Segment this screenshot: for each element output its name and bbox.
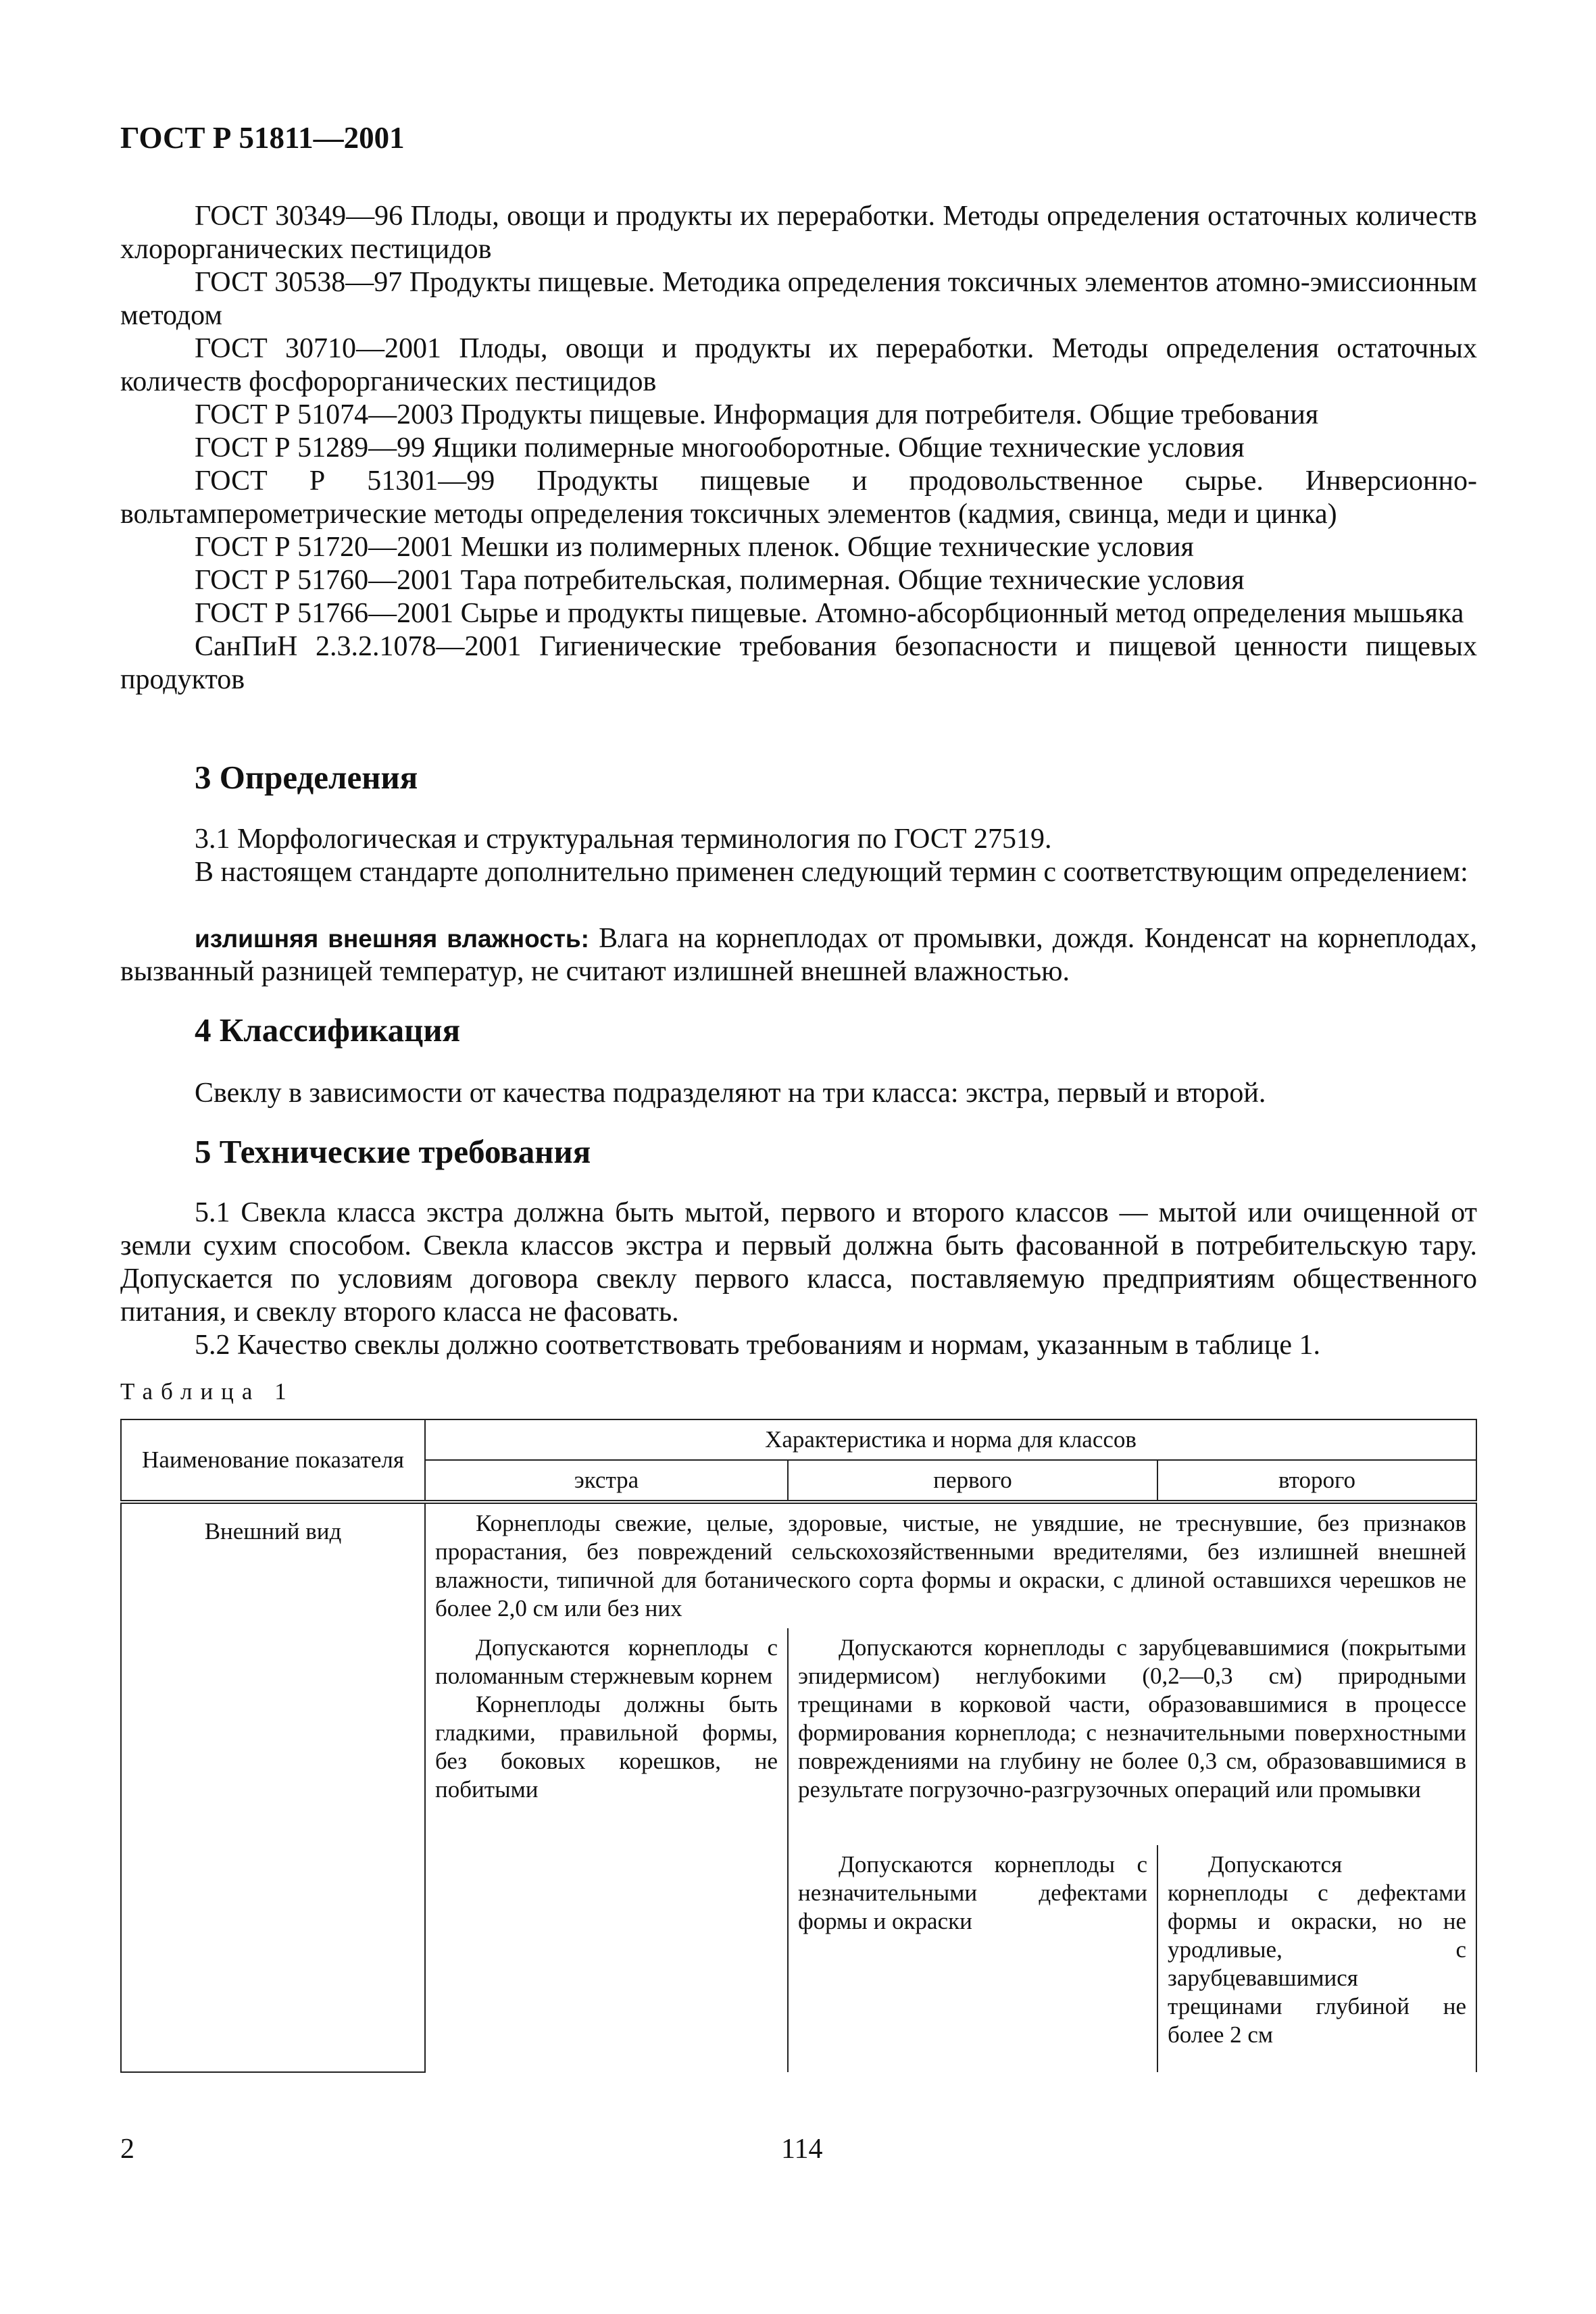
section-5-title: 5 Технические требования <box>195 1133 591 1170</box>
term-text: Влага на корнеплодах от промывки, дождя. Конденсат на корнеплодах, вызванный разницей температур, не считают излишней внешней влажностью. <box>120 923 1477 987</box>
cell-first: Допускаются корнеплоды с незначительными дефектами формы и окраски <box>788 1845 1157 2072</box>
table-header-row <box>121 1419 1476 1460</box>
section-3-paragraph-1: 3.1 Морфологическая и структуральная терминология по ГОСТ 27519. <box>195 824 1052 855</box>
header-classes-group: Характеристика и норма для классов <box>425 1419 1476 1460</box>
table-1 <box>120 1419 1477 2073</box>
reference-item: ГОСТ 30710—2001 Плоды, овощи и продукты их переработки. Методы определения остаточных количеств фосфорорганических пестицидов <box>120 333 1477 397</box>
reference-item: СанПиН 2.3.2.1078—2001 Гигиенические требования безопасности и пищевой ценности пищевых продуктов <box>120 631 1477 695</box>
row-name-appearance: Внешний вид <box>121 1502 425 2072</box>
table-caption: Таблица 1 <box>120 1378 295 1405</box>
cell-second: Допускаются корнеплоды с дефектами формы и окраски, но не уродливые, с зарубцевавшимися трещинами глубиной не более 2 см <box>1157 1845 1476 2072</box>
section-5-paragraph-1: 5.1 Свекла класса экстра должна быть мытой, первого и второго классов — мытой или очищенной от земли сухим способом. Свекла классов экстра и первый должна быть фасованной в потребительскую тару. Допускается по условиям договора свеклу первого класса, поставляемую предприятиям общественного питания, и свеклу второго класса не фасовать. <box>120 1197 1477 1328</box>
header-second: второго <box>1157 1460 1476 1502</box>
reference-item: ГОСТ Р 51289—99 Ящики полимерные многооборотные. Общие технические условия <box>195 432 1245 463</box>
table-row <box>121 1502 1476 1628</box>
section-3-paragraph-2: В настоящем стандарте дополнительно применен следующий термин с соответствующим определением: <box>195 857 1468 888</box>
cell-all-classes: Корнеплоды свежие, целые, здоровые, чистые, не увядшие, не треснувшие, без признаков прорастания, без повреждений сельскохозяйственными вредителями, без излишней внешней влажности, типичной для ботанического сорта формы и окраски, с длиной оставшихся черешков не более 2,0 см или без них <box>425 1502 1476 1628</box>
cell-extra <box>425 1628 788 2072</box>
reference-item: ГОСТ Р 51074—2003 Продукты пищевые. Информация для потребителя. Общие требования <box>195 399 1319 430</box>
reference-item: ГОСТ 30538—97 Продукты пищевые. Методика определения токсичных элементов атомно-эмиссионным методом <box>120 267 1477 331</box>
reference-item: ГОСТ Р 51766—2001 Сырье и продукты пищевые. Атомно-абсорбционный метод определения мышьяка <box>195 598 1464 629</box>
section-4-paragraph: Свеклу в зависимости от качества подразделяют на три класса: экстра, первый и второй. <box>195 1078 1266 1109</box>
section-4-title: 4 Классификация <box>195 1011 461 1049</box>
cell-extra-text-a: Допускаются корнеплоды с поломанным стержневым корнем <box>435 1634 778 1689</box>
reference-item: ГОСТ 30349—96 Плоды, овощи и продукты их переработки. Методы определения остаточных количеств хлорорганических пестицидов <box>120 201 1477 265</box>
page-number-left: 2 <box>120 2134 134 2165</box>
section-3-title: 3 Определения <box>195 759 418 796</box>
section-5-paragraph-2: 5.2 Качество свеклы должно соответствовать требованиям и нормам, указанным в таблице 1. <box>195 1330 1320 1361</box>
cell-first-second: Допускаются корнеплоды с зарубцевавшимися (покрытыми эпидермисом) неглубокими (0,2—0,3 см) природными трещинами в корковой части, образовавшимися в процессе формирования корнеплода; с незначительными поверхностными повреждениями на глубину не более 0,3 см, образовавшимися в результате погрузочно-разгрузочных операций или промывки <box>788 1628 1476 1845</box>
reference-item: ГОСТ Р 51301—99 Продукты пищевые и продовольственное сырье. Инверсионно-вольтамперометрические методы определения токсичных элементов (кадмия, свинца, меди и цинка) <box>120 466 1477 530</box>
cell-extra-text-b: Корнеплоды должны быть гладкими, правильной формы, без боковых корешков, не побитыми <box>435 1691 778 1803</box>
term-definition <box>120 922 1477 988</box>
reference-item: ГОСТ Р 51720—2001 Мешки из полимерных пленок. Общие технические условия <box>195 532 1194 563</box>
normative-references-list <box>120 200 1477 697</box>
reference-item: ГОСТ Р 51760—2001 Тара потребительская, полимерная. Общие технические условия <box>195 565 1245 596</box>
header-first: первого <box>788 1460 1157 1502</box>
page-number-center: 114 <box>781 2134 823 2165</box>
term-name: излишняя внешняя влажность: <box>195 925 590 953</box>
header-indicator-name: Наименование показателя <box>121 1419 425 1502</box>
document-header: ГОСТ Р 51811—2001 <box>120 121 405 155</box>
header-extra: экстра <box>425 1460 788 1502</box>
